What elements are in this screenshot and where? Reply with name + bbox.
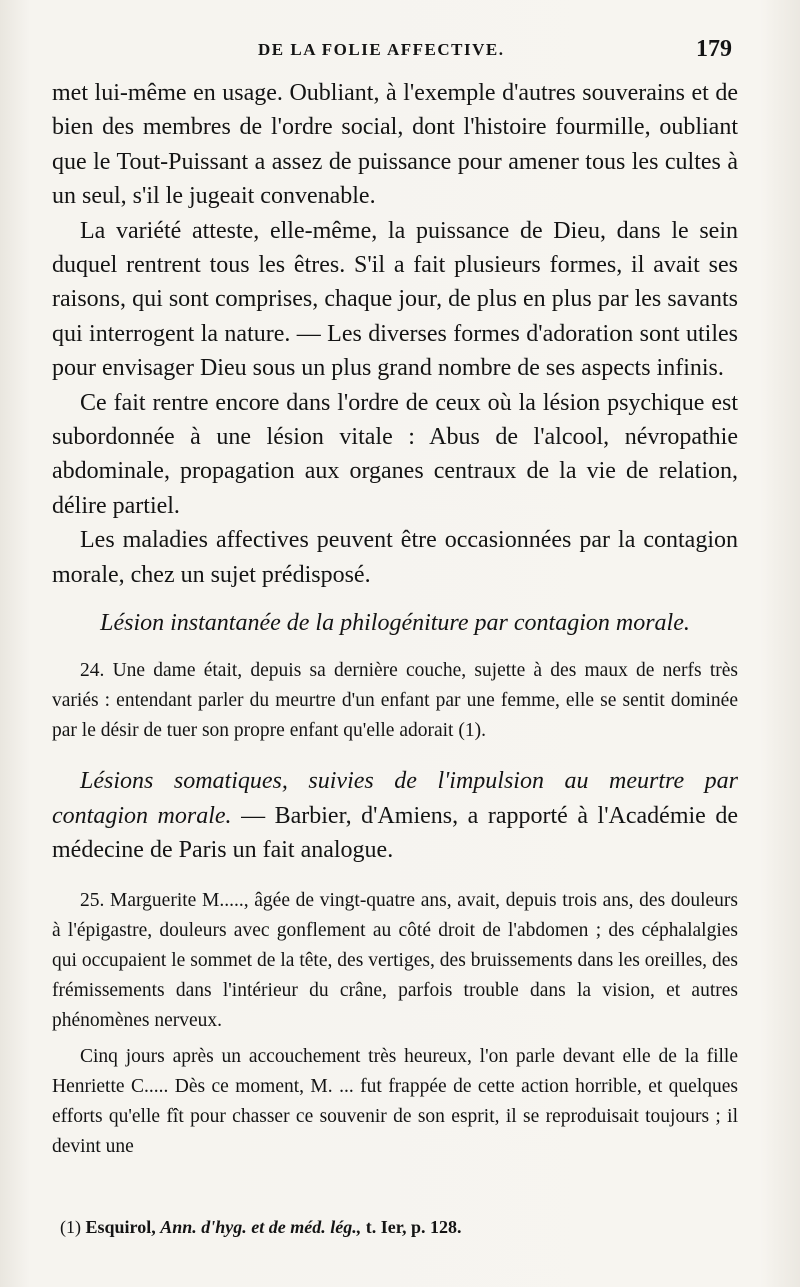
section-heading-philogeniture: Lésion instantanée de la philogéniture par contagion morale. <box>100 610 690 637</box>
page-number: 179 <box>696 36 732 62</box>
running-title: DE LA FOLIE AFFECTIVE. <box>258 40 505 59</box>
case-25-continued: Cinq jours après un accouchement très heureux, l'on parle devant elle de la fille Henriette C..... Dès ce moment, M. ... fut frappée de cette action horrible, et quelques efforts qu'elle fît pour chasser ce souvenir de son esprit, il se reproduisait toujours ; il devint une <box>52 1045 738 1157</box>
footnote <box>60 1214 462 1240</box>
section-heading-somatic <box>52 764 738 868</box>
paragraph-contagion: Les maladies affectives peuvent être occasionnées par la contagion morale, chez un sujet prédisposé. <box>52 527 738 588</box>
paragraph-continuation: met lui-même en usage. Oubliant, à l'exemple d'autres souverains et de bien des membres de l'ordre social, dont l'histoire fourmille, oubliant que le Tout-Puissant a assez de puissance pour amener tous les cultes à un seul, s'il le jugeait convenable. <box>52 80 738 210</box>
case-25: 25. Marguerite M....., âgée de vingt-quatre ans, avait, depuis trois ans, des douleurs à l'épigastre, douleurs avec gonflement au côté droit de l'abdomen ; des céphalalgies qui occupaient le sommet de la tête, des vertiges, des bruissements dans les oreilles, des frémissements dans l'intérieur du crâne, parfois trouble dans la vision, et autres phénomènes nerveux. <box>52 889 738 1031</box>
section-heading-somatic-text: — Barbier, d'Amiens, a rapporté à l'Académie de médecine de Paris un fait analogue. <box>52 802 739 864</box>
page-body <box>52 76 738 1162</box>
page-header <box>58 36 738 70</box>
footnote-volume: t. Ier, p. 128. <box>365 1217 462 1237</box>
footnote-number: (1) <box>60 1217 81 1237</box>
paragraph-variety: La variété atteste, elle-même, la puissance de Dieu, dans le sein duquel rentrent tous les êtres. S'il a fait plusieurs formes, il avait ses raisons, qui sont comprises, chaque jour, de plus en plus par les savants qui interrogent la nature. — Les diverses formes d'adoration sont utiles pour envisager Dieu sous un plus grand nombre de ses aspects infinis. <box>52 217 738 382</box>
paragraph-lesion: Ce fait rentre encore dans l'ordre de ceux où la lésion psychique est subordonnée à une lésion vitale : Abus de l'alcool, névropathie abdominale, propagation aux organes centraux de la vie de relation, délire partiel. <box>52 389 738 519</box>
footnote-source: Ann. d'hyg. et de méd. lég., <box>160 1217 362 1237</box>
section-heading-somatic-italic: Lésions somatiques, suivies de l'impulsion au meurtre par contagion morale. <box>52 768 738 829</box>
case-24: 24. Une dame était, depuis sa dernière couche, sujette à des maux de nerfs très variés : entendant parler du meurtre d'un enfant par une femme, elle se sentit dominée par le désir de tuer son propre enfant qu'elle adorait (1). <box>52 660 738 742</box>
footnote-author: Esquirol, <box>85 1217 156 1237</box>
